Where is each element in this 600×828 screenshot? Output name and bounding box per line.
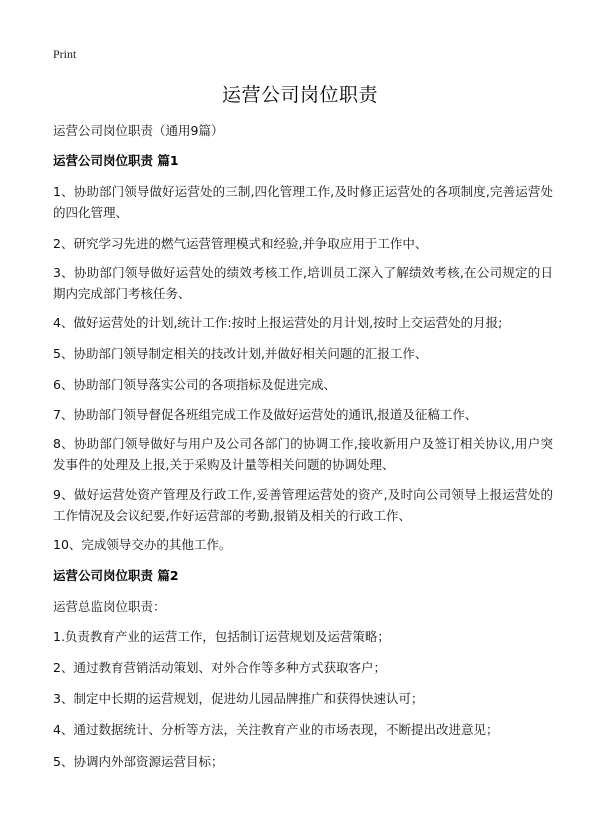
section-1-item-4 — [53, 312, 553, 333]
paragraph: 3、制定中长期的运营规划，促进幼儿园品牌推广和获得快速认可； — [53, 691, 424, 706]
section-1-heading-block — [53, 152, 553, 170]
paragraph: 8、协助部门领导做好与用户及公司各部门的协调工作,接收新用户及签订相关协议,用户突发事件的处理及上报,关于采购及计量等相关问题的协调处理、 — [53, 436, 553, 472]
paragraph: 9、做好运营处资产管理及行政工作,妥善管理运营处的资产,及时向公司领导上报运营处的工作情况及会议纪要,作好运营部的考勤,报销及相关的行政工作、 — [53, 487, 553, 523]
document-title: 运营公司岗位职责 — [221, 84, 378, 106]
paragraph: 3、协助部门领导做好运营处的绩效考核工作,培训员工深入了解绩效考核,在公司规定的日期内完成部门考核任务、 — [53, 265, 553, 301]
section-2-item-3 — [53, 688, 553, 709]
paragraph: 6、协助部门领导落实公司的各项指标及促进完成、 — [53, 377, 336, 392]
paragraph: 5、协助部门领导制定相关的技改计划,并做好相关问题的汇报工作、 — [53, 346, 428, 361]
section-1-item-1 — [53, 181, 553, 223]
paragraph: 2、研究学习先进的燃气运营管理模式和经验,并争取应用于工作中、 — [53, 236, 428, 251]
section-1-item-8 — [53, 433, 553, 475]
section-2-heading: 运营公司岗位职责 篇2 — [53, 568, 179, 583]
section-1-item-2 — [53, 233, 553, 254]
section-2-item-1 — [53, 626, 553, 647]
section-1-item-9 — [53, 484, 553, 526]
section-2-intro — [53, 596, 553, 617]
section-1-item-10 — [53, 534, 553, 555]
paragraph: 4、做好运营处的计划,统计工作:按时上报运营处的月计划,按时上交运营处的月报; — [53, 315, 503, 330]
section-1-heading: 运营公司岗位职责 篇1 — [53, 153, 179, 168]
paragraph: 1.负责教育产业的运营工作，包括制订运营规划及运营策略； — [53, 629, 390, 644]
section-2-item-5 — [53, 751, 553, 772]
section-1-item-5 — [53, 343, 553, 364]
section-2-item-2 — [53, 657, 553, 678]
paragraph: 7、协助部门领导督促各班组完成工作及做好运营处的通讯,报道及征稿工作、 — [53, 407, 478, 422]
paragraph: 5、协调内外部资源运营目标； — [53, 754, 224, 769]
section-1-item-3 — [53, 262, 553, 304]
section-1-item-6 — [53, 374, 553, 395]
print-label[interactable]: Print — [53, 47, 77, 61]
paragraph: 运营总监岗位职责： — [53, 599, 166, 614]
section-2-item-4 — [53, 719, 553, 740]
paragraph: 4、通过数据统计、分析等方法，关注教育产业的市场表现，不断提出改进意见； — [53, 722, 499, 737]
section-2-heading-block — [53, 567, 553, 585]
section-1-item-7 — [53, 404, 553, 425]
paragraph: 1、协助部门领导做好运营处的三制,四化管理工作,及时修正运营处的各项制度,完善运营处的四化管理、 — [53, 184, 553, 220]
paragraph: 10、完成领导交办的其他工作。 — [53, 537, 232, 552]
document-subtitle: 运营公司岗位职责（通用9篇） — [53, 123, 224, 138]
paragraph: 2、通过教育营销活动策划、对外合作等多种方式获取客户； — [53, 660, 386, 675]
